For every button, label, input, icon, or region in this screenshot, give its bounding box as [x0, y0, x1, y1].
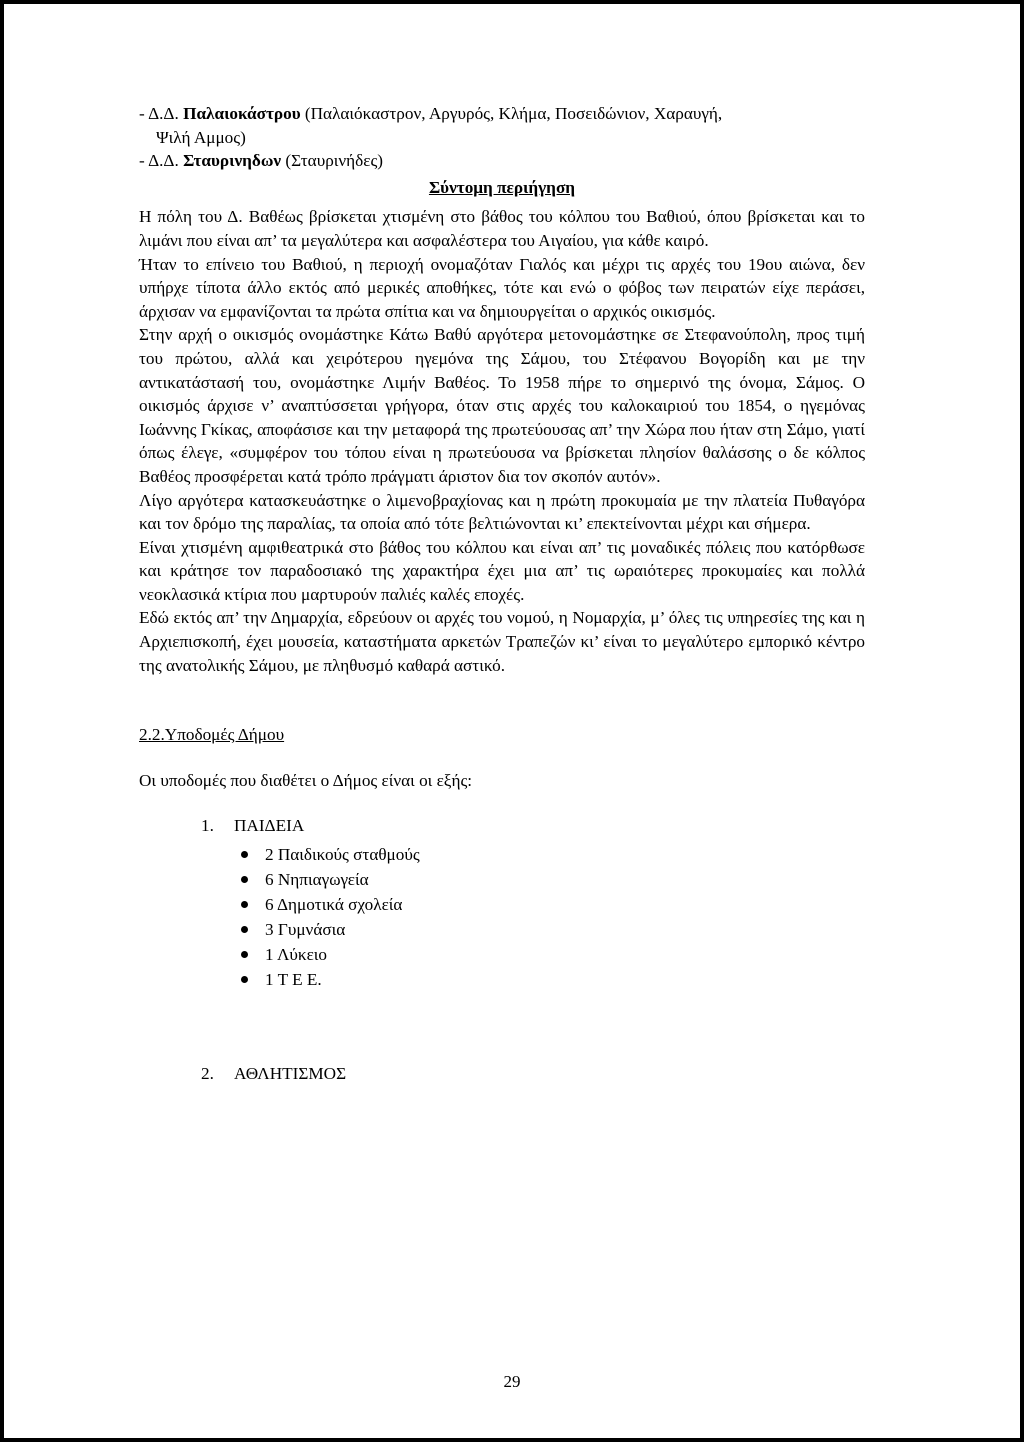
list-number: 2.	[201, 1064, 214, 1084]
district-name-stavrinides: Σταυρινηδων	[183, 151, 282, 171]
document-page	[4, 4, 1020, 1438]
infrastructure-list	[139, 814, 865, 838]
bullet-item: 6 Δημοτικά σχολεία	[139, 892, 865, 917]
district-line-continuation: Ψιλή Αμμος)	[156, 127, 246, 147]
bullet-icon	[241, 851, 248, 858]
list-item-sports	[139, 1062, 865, 1086]
district-name-palaiokastro: Παλαιοκάστρου	[183, 104, 301, 123]
list-item-education	[139, 814, 865, 838]
infrastructure-list-continued	[139, 1062, 865, 1086]
bullet-icon	[241, 901, 248, 908]
bullet-item: 3 Γυμνάσια	[139, 917, 865, 942]
bullet-icon	[241, 951, 248, 958]
document-content	[139, 102, 865, 1086]
page-number: 29	[503, 1372, 521, 1391]
district-line-palaiokastro: - Δ.Δ. Παλαιοκάστρου (Παλαιόκαστρον, Αργυρός, Κλήμα, Ποσειδώνιον, Χαραυγή,	[139, 104, 723, 123]
bullet-item: 2 Παιδικούς σταθμούς	[139, 842, 865, 867]
district-line-stavrinides: - Δ.Δ. Σταυρινηδων (Σταυρινήδες)	[139, 151, 384, 171]
paragraph: Είναι χτισμένη αμφιθεατρικά στο βάθος του κόλπου και είναι απ’ τις μοναδικές πόλεις που κατόρθωσε και κράτησε τον παραδοσιακό της χαρακτήρα έχει μια απ’ τις ωραιότερες προκυμαίες και πολλά νεοκλασικά κτίρια που μαρτυρούν παλιές καλές εποχές.	[139, 537, 865, 604]
education-bullets	[139, 842, 865, 992]
paragraph: Εδώ εκτός απ’ την Δημαρχία, εδρεύουν οι αρχές του νομού, η Νομαρχία, μ’ όλες τις υπηρεσίες της και η Αρχιεπισκοπή, έχει μουσεία, καταστήματα αρκετών Τραπεζών κι’ είναι το μεγαλύτερο εμπορικό κέντρο της ανατολικής Σάμου, με πληθυσμό καθαρά αστικό.	[139, 608, 865, 675]
bullet-item: 6 Νηπιαγωγεία	[139, 867, 865, 892]
bullet-icon	[241, 976, 248, 983]
list-number: 1.	[201, 816, 214, 836]
paragraph: Λίγο αργότερα κατασκευάστηκε ο λιμενοβραχίονας και η πρώτη προκυμαία με την πλατεία Πυθαγόρα και τον δρόμο της παραλίας, τα οποία από τότε βελτιώνονται κι’ επεκτείνονται μέχρι και σήμερα.	[139, 490, 865, 534]
summary-heading: Σύντομη περιήγηση	[428, 177, 576, 197]
section-title: 2.2.Υποδομές Δήμου	[139, 725, 285, 745]
paragraph: Ήταν το επίνειο του Βαθιού, η περιοχή ονομαζόταν Γιαλός και μέχρι τις αρχές του 19ου αιώνα, δεν υπήρχε τίποτα άλλο εκτός από μερικές αποθήκες, τότε και ενώ ο φόβος των πειρατών είχε περάσει, άρχισαν να εμφανίζονται τα πρώτα σπίτια και να δημιουργείται ο αρχικός οικισμός.	[139, 254, 865, 321]
bullet-item: 1 Λύκειο	[139, 942, 865, 967]
paragraph: Η πόλη του Δ. Βαθέως βρίσκεται χτισμένη στο βάθος του κόλπου του Βαθιού, όπου βρίσκεται και το λιμάνι που είναι απ’ τα μεγαλύτερα και ασφαλέστερα του Αιγαίου, για κάθε καιρό.	[139, 207, 865, 250]
bullet-item: 1 Τ Ε Ε.	[139, 967, 865, 992]
paragraph: Στην αρχή ο οικισμός ονομάστηκε Κάτω Βαθύ αργότερα μετονομάστηκε σε Στεφανούπολη, προς τιμή του πρώτου, αλλά και χειρότερου ηγεμόνα της Σάμου, του Στέφανου Βογορίδη και με την αντικατάστασή του, ονομάστηκε Λιμήν Βαθέος. Το 1958 πήρε το σημερινό της όνομα, Σάμος. Ο οικισμός άρχισε ν’ αναπτύσσεται γρήγορα, όταν στις αρχές του καλοκαιριού του 1854, ο ηγεμόνας Ιωάννης Γκίκας, αποφάσισε και την μεταφορά της πρωτεύουσας απ’ την Χώρα που ήταν στη Σάμο, γιατί όπως έλεγε, «συμφέρον του τόπου είναι η πρωτεύουσα να βρίσκεται πλησίον θαλάσσης ο δε κόλπος Βαθέος προσφέρεται κατά τρόπο πράγματι άριστον δια τον σκοπόν αυτόν».	[139, 325, 865, 486]
list-label: ΠΑΙΔΕΙΑ	[234, 816, 305, 836]
list-label: ΑΘΛΗΤΙΣΜΟΣ	[234, 1064, 347, 1084]
bullet-icon	[241, 876, 248, 883]
bullet-icon	[241, 926, 248, 933]
section-intro: Οι υποδομές που διαθέτει ο Δήμος είναι οι εξής:	[139, 770, 473, 790]
